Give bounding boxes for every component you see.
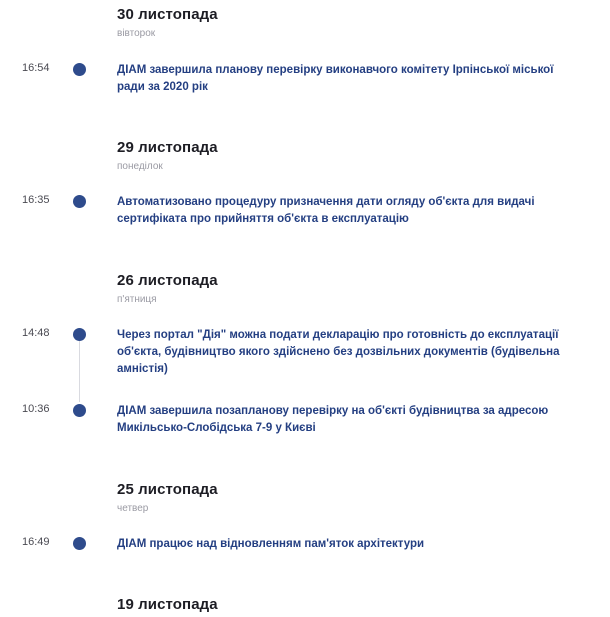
- timeline-dot-icon: [73, 537, 86, 550]
- day-weekday: п'ятниця: [117, 294, 157, 305]
- timeline-dot-icon: [73, 404, 86, 417]
- day-date: 30 листопада: [117, 6, 218, 23]
- news-link[interactable]: ДІАМ працює над відновленням пам'яток архітектури: [117, 538, 425, 550]
- news-time: 16:49: [22, 536, 50, 548]
- news-time: 10:36: [22, 403, 50, 415]
- day-weekday: четвер: [117, 503, 149, 514]
- day-date: 26 листопада: [117, 272, 218, 289]
- day-date: 19 листопада: [117, 596, 218, 613]
- day-weekday: понеділок: [117, 161, 163, 172]
- day-date: 29 листопада: [117, 139, 218, 156]
- news-link[interactable]: Через портал "Дія" можна подати декларацію про готовність до експлуатації об'єкта, будівництво якого здійснено без дозвільних документів (будівельна амністія): [117, 329, 560, 375]
- news-time: 14:48: [22, 327, 50, 339]
- news-link[interactable]: ДІАМ завершила позапланову перевірку на об'єкті будівництва за адресою Микільсько-Слобідська 7-9 у Києві: [117, 405, 549, 434]
- news-link[interactable]: Автоматизовано процедуру призначення дати огляду об'єкта для видачі сертифіката про прийняття об'єкта в експлуатацію: [117, 196, 535, 225]
- timeline-dot-icon: [73, 328, 86, 341]
- news-link[interactable]: ДІАМ завершила планову перевірку виконавчого комітету Ірпінської міської ради за 2020 рік: [117, 64, 554, 93]
- day-weekday: вівторок: [117, 28, 156, 39]
- news-time: 16:54: [22, 62, 50, 74]
- timeline-dot-icon: [73, 63, 86, 76]
- timeline-dot-icon: [73, 195, 86, 208]
- timeline-connector: [79, 340, 80, 402]
- news-time: 16:35: [22, 194, 50, 206]
- day-date: 25 листопада: [117, 481, 218, 498]
